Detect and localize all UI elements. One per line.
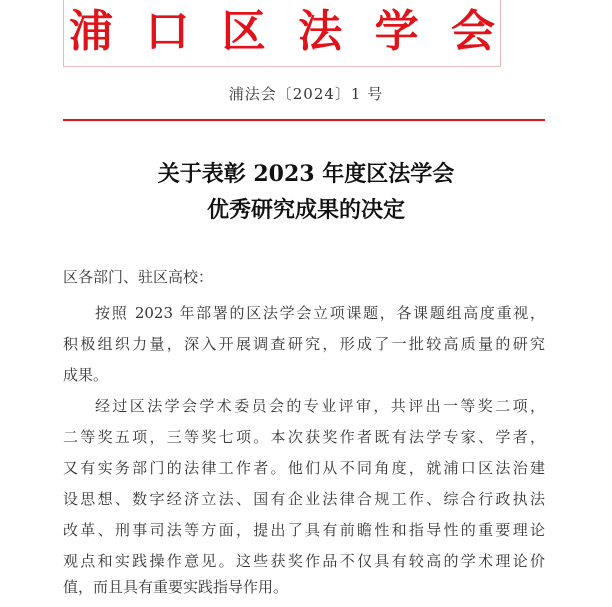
paragraph-2-line: 又有实务部门的法律工作者。他们从不同角度，就浦口区法治建: [63, 459, 545, 477]
red-divider: [63, 119, 545, 121]
org-title-char: 法: [298, 6, 343, 57]
org-title-char: 区: [221, 6, 266, 57]
org-title-char: 会: [450, 6, 495, 57]
paragraph-1-line: 积极组织力量，深入开展调查研究，形成了一批较高质量的研究: [63, 335, 545, 353]
paragraph-2-line: 二等奖五项，三等奖七项。本次获奖作者既有法学专家、学者，: [63, 428, 545, 446]
document-title-line-1: 关于表彰 2023 年度区法学会: [157, 161, 455, 187]
paragraph-2-line: 观点和实践操作意见。这些获奖作品不仅具有较高的学术理论价: [63, 552, 545, 570]
paragraph-2-line: 设思想、数字经济立法、国有企业法律合规工作、综合行政执法: [63, 490, 545, 508]
paragraph-2-line: 改革、刑事司法等方面，提出了具有前瞻性和指导性的重要理论: [63, 521, 545, 539]
paragraph-2-line: 经过区法学会学术委员会的专业评审，共评出一等奖二项，: [95, 397, 545, 415]
paragraph-1-line: 成果。: [63, 366, 109, 384]
document-number: 浦法会〔2024〕1 号: [228, 85, 384, 103]
org-title-char: 口: [145, 6, 190, 57]
org-title-char: 浦: [69, 6, 113, 57]
document-title-line-2: 优秀研究成果的决定: [206, 197, 405, 223]
salutation: 区各部门、驻区高校：: [63, 268, 214, 286]
paragraph-2-line: 值，而且具有重要实践指导作用。: [63, 578, 289, 596]
organization-title: [63, 2, 501, 62]
org-title-char: 学: [374, 6, 419, 57]
paragraph-1-line: 按照 2023 年部署的区法学会立项课题，各课题组高度重视，: [95, 304, 545, 322]
